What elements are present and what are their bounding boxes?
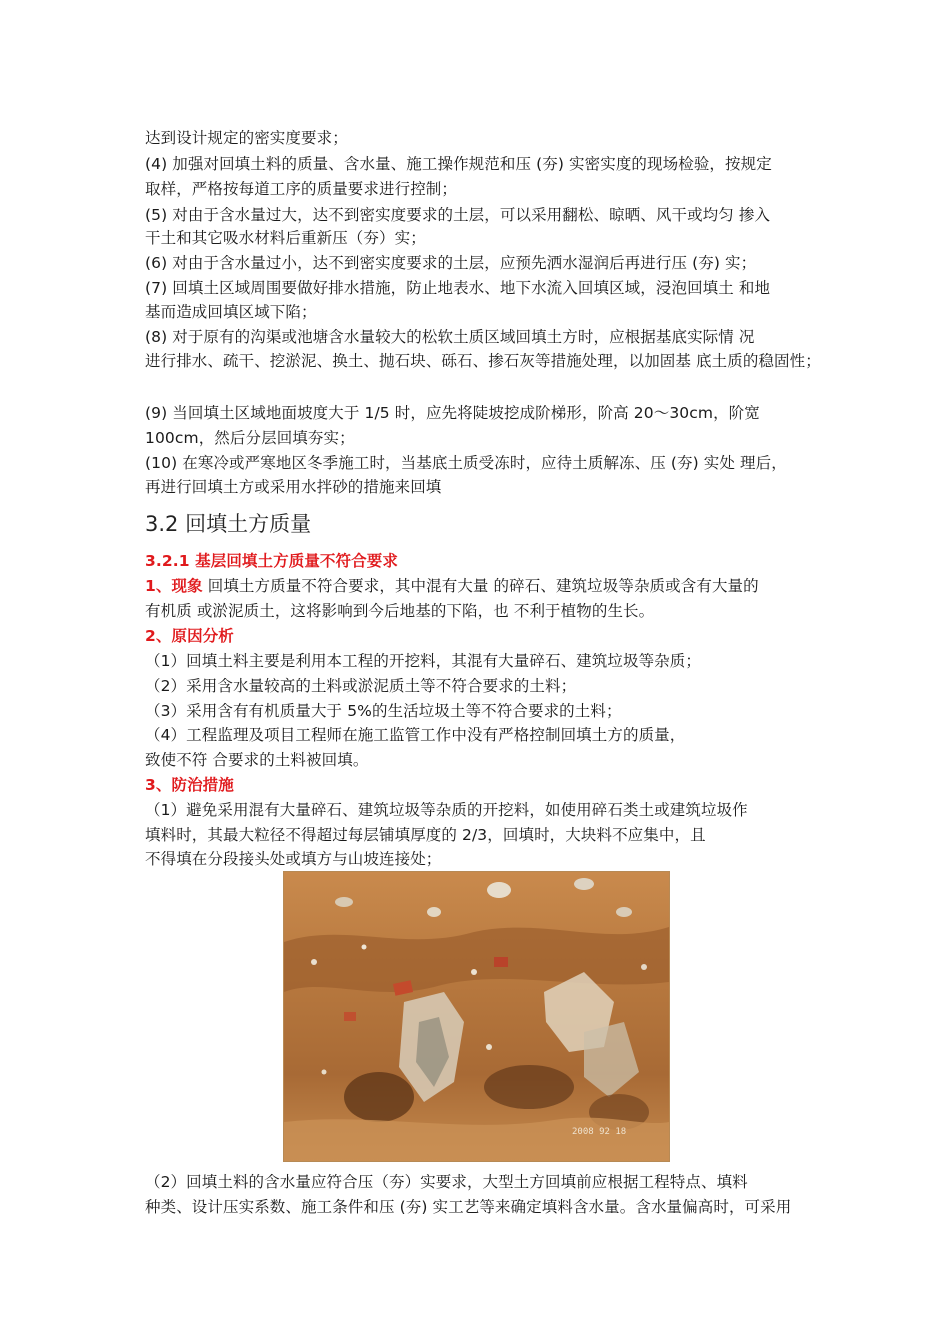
text-line: (9) 当回填土区域地面坡度大于 1/5 时，应先将陡坡挖成阶梯形，阶高 20～30cm，阶宽 (145, 404, 760, 422)
soil-photo (283, 871, 670, 1162)
text-line: (8) 对于原有的沟渠或池塘含水量较大的松软土质区域回填土方时，应根据基底实际情 况 (145, 328, 755, 346)
text-line: 达到设计规定的密实度要求； (145, 129, 348, 147)
cause-item: （1）回填土料主要是利用本工程的开挖料，其混有大量碎石、建筑垃圾等杂质； (145, 652, 701, 670)
section-title: 3.2 回填土方质量 (145, 512, 312, 536)
cause-item: （4）工程监理及项目工程师在施工监管工作中没有严格控制回填土方的质量， (145, 726, 686, 744)
subsection-title: 3.2.1 基层回填土方质量不符合要求 (145, 552, 398, 570)
measure-item: 不得填在分段接头处或填方与山坡连接处； (145, 850, 442, 868)
text-line: 100cm，然后分层回填夯实； (145, 429, 355, 447)
text-line: 种类、设计压实系数、施工条件和压 (夯) 实工艺等来确定填料含水量。含水量偏高时，可采用 (145, 1198, 792, 1216)
measure-item: （1）避免采用混有大量碎石、建筑垃圾等杂质的开挖料，如使用碎石类土或建筑垃圾作 (145, 801, 748, 819)
measure-item: 填料时，其最大粒径不得超过每层铺填厚度的 2/3，回填时，大块料不应集中，且 (145, 826, 706, 844)
cause-item: 致使不符 合要求的土料被回填。 (145, 751, 369, 769)
text-line: (7) 回填土区域周围要做好排水措施，防止地表水、地下水流入回填区域，浸泡回填土 和地 (145, 279, 771, 297)
phenomenon-paragraph (145, 574, 759, 598)
photo-date-stamp: 2008 92 18 (572, 1127, 627, 1137)
phenomenon-label: 1、现象 (145, 577, 203, 595)
text-line: 干土和其它吸水材料后重新压（夯）实； (145, 229, 426, 247)
text-line: 进行排水、疏干、挖淤泥、换土、抛石块、砾石、掺石灰等措施处理，以加固基 底土质的稳固性； (145, 352, 821, 370)
text-line: 取样，严格按每道工序的质量要求进行控制； (145, 180, 458, 198)
measure-item: （2）回填土料的含水量应符合压（夯）实要求，大型土方回填前应根据工程特点、填料 (145, 1173, 748, 1191)
text-line: (4) 加强对回填土料的质量、含水量、施工操作规范和压 (夯) 实密实度的现场检验，按规定 (145, 155, 772, 173)
text-line: 有机质 或淤泥质土，这将影响到今后地基的下陷，也 不利于植物的生长。 (145, 602, 655, 620)
cause-label: 2、原因分析 (145, 627, 234, 645)
phenomenon-text: 回填土方质量不符合要求，其中混有大量 的碎石、建筑垃圾等杂质或含有大量的 (202, 577, 759, 595)
text-line: 基而造成回填区域下陷； (145, 303, 317, 321)
measures-label: 3、防治措施 (145, 776, 234, 794)
cause-item: （2）采用含水量较高的土料或淤泥质土等不符合要求的土料； (145, 677, 577, 695)
text-line: (6) 对由于含水量过小，达不到密实度要求的土层，应预先洒水湿润后再进行压 (夯) 实； (145, 254, 757, 272)
cause-item: （3）采用含有有机质量大于 5%的生活垃圾土等不符合要求的土料； (145, 702, 622, 720)
text-line: (10) 在寒冷或严寒地区冬季施工时，当基底土质受冻时，应待土质解冻、压 (夯) 实处 理后， (145, 454, 787, 472)
text-line: 再进行回填土方或采用水拌砂的措施来回填 (145, 478, 442, 496)
text-line: (5) 对由于含水量过大，达不到密实度要求的土层，可以采用翻松、晾晒、风干或均匀 掺入 (145, 206, 771, 224)
